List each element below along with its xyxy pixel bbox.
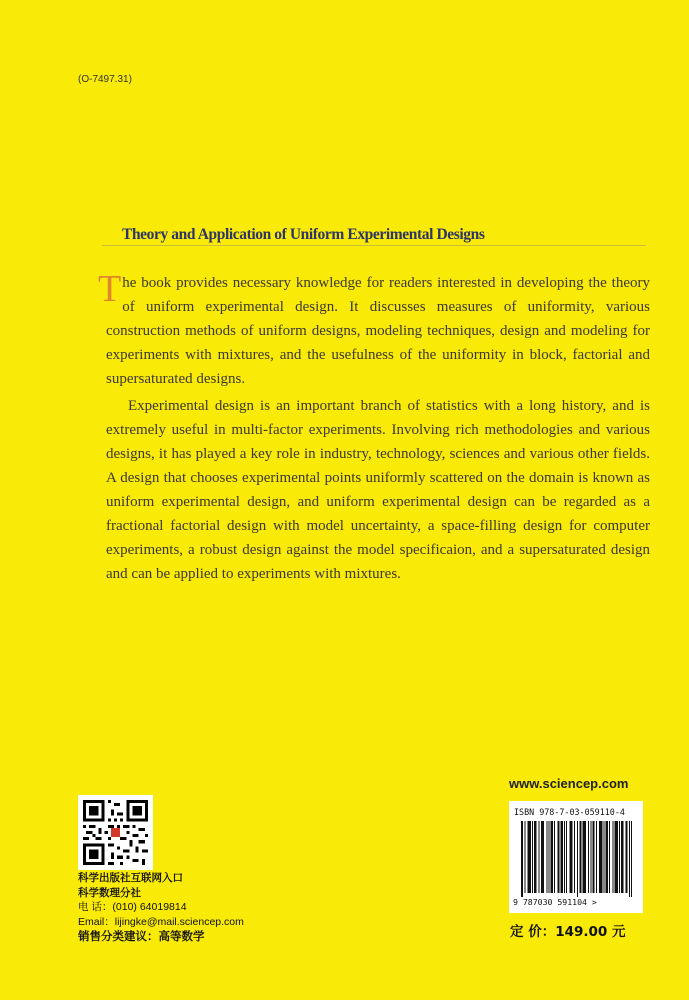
- barcode-bar: [622, 821, 623, 893]
- barcode-bar: [596, 821, 597, 893]
- barcode-bar: [549, 821, 550, 893]
- barcode-bar: [616, 821, 617, 893]
- barcode-graphic: [521, 821, 633, 897]
- barcode-bar: [626, 821, 627, 893]
- barcode-bar: [584, 821, 585, 893]
- catalog-code: (O-7497.31): [78, 74, 132, 85]
- barcode-bar: [615, 821, 616, 893]
- barcode-bar: [579, 821, 580, 893]
- barcode-bar: [530, 821, 531, 893]
- barcode-bar: [569, 821, 570, 893]
- isbn-label: ISBN 978-7-03-059110-4: [514, 807, 625, 817]
- barcode-bar: [621, 821, 622, 893]
- barcode-bar: [572, 821, 573, 893]
- barcode-bar: [574, 821, 575, 893]
- barcode-bar: [599, 821, 600, 893]
- price: 定 价：149.00 元: [510, 924, 626, 940]
- barcode-bar: [588, 821, 589, 893]
- barcode-bar: [627, 821, 628, 893]
- barcode-bar: [524, 821, 525, 893]
- drop-cap: T: [98, 268, 122, 310]
- book-title: Theory and Application of Uniform Experimental Designs: [122, 226, 485, 243]
- barcode-bar: [529, 821, 530, 893]
- barcode-bar: [577, 821, 578, 897]
- barcode-bar: [594, 821, 595, 893]
- publisher-contact: [78, 871, 244, 946]
- paragraph-1: [98, 268, 650, 391]
- barcode-bar: [521, 821, 522, 897]
- barcode-bar: [571, 821, 572, 893]
- barcode-bar: [580, 821, 581, 893]
- barcode-bar: [604, 821, 605, 893]
- barcode-bar: [528, 821, 529, 893]
- barcode-bar: [609, 821, 610, 893]
- phone-label: 电 话：(010) 64019814: [78, 901, 187, 913]
- qr-code: [78, 795, 153, 870]
- barcode-bar: [541, 821, 542, 893]
- barcode-bar: [606, 821, 607, 893]
- barcode-bar: [554, 821, 555, 893]
- barcode-bar: [566, 821, 567, 893]
- barcode-bar: [601, 821, 602, 893]
- barcode-bar: [558, 821, 559, 893]
- barcode-bar: [590, 821, 591, 893]
- description: [98, 268, 650, 586]
- barcode-bar: [542, 821, 543, 893]
- publisher-website: www.sciencep.com: [509, 776, 629, 791]
- barcode-bar: [607, 821, 608, 893]
- barcode-bar: [583, 821, 584, 893]
- barcode-bar: [564, 821, 565, 893]
- barcode-bar: [532, 821, 533, 893]
- barcode-bar: [539, 821, 540, 893]
- sales-category: 销售分类建议：高等数学: [78, 931, 205, 943]
- barcode-bar: [551, 821, 552, 893]
- barcode-bar: [619, 821, 620, 893]
- barcode-bar: [629, 821, 630, 897]
- barcode-bar: [600, 821, 601, 893]
- barcode-bar: [535, 821, 536, 893]
- isbn-digits: 9 787030 591104 >: [513, 897, 597, 907]
- paragraph-2: Experimental design is an important branch of statistics with a long history, and is extremely useful in multi-factor experiments. Involving rich methodologies and various designs, it has played a key role in industry, technology, sciences and various other fields. A design that chooses experimental points uniformly scattered on the domain is known as uniform experimental design, and uniform experimental design can be regarded as a fractional factorial design with model uncertainty, a space-filling design for computer experiments, a robust design against the model specificaion, and a supersaturated design and can be applied to experiments with mixtures.: [106, 398, 650, 582]
- barcode-bar: [534, 821, 535, 893]
- email-label: Email：lijingke@mail.sciencep.com: [78, 915, 244, 928]
- barcode-bar: [612, 821, 613, 893]
- barcode-bar: [557, 821, 558, 893]
- portal-label: 科学出版社互联网入口: [78, 872, 183, 884]
- paragraph-1-text: he book provides necessary knowledge for readers interested in developing the theory of uniform experimental design. It discusses measures of uniformity, various construction methods of uniform designs, modeling techniques, design and modeling for experiments with mixtures, and the usefulness of the uniformity in block, factorial and supersaturated designs.: [106, 275, 650, 387]
- barcode-bar: [543, 821, 544, 893]
- barcode-bar: [561, 821, 562, 893]
- barcode-bar: [562, 821, 563, 893]
- barcode-bar: [617, 821, 618, 893]
- barcode-bar: [522, 821, 523, 897]
- branch-label: 科学数理分社: [78, 886, 141, 899]
- barcode-bar: [631, 821, 632, 897]
- barcode-bar: [593, 821, 594, 893]
- title-divider: [102, 245, 646, 246]
- isbn-barcode: [509, 801, 643, 913]
- barcode-bar: [546, 821, 547, 893]
- barcode-bar: [552, 821, 553, 893]
- barcode-bar: [585, 821, 586, 893]
- qr-code-icon: [83, 800, 148, 865]
